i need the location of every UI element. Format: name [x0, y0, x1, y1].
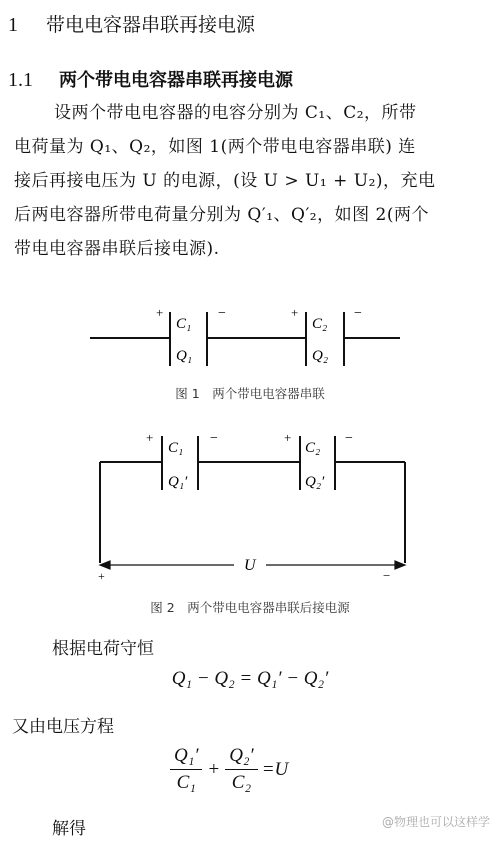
fig1-c2-label: C₂ [312, 316, 328, 332]
fig1-c2-charge: Q₂ [312, 348, 329, 364]
figure2-caption: 图 2 两个带电电容器串联后接电源 [150, 600, 350, 615]
fig2-c2-minus: − [345, 431, 353, 446]
fig1-c1-label: C₁ [176, 316, 192, 332]
paragraph-line: 带电电容器串联后接电源). [14, 239, 220, 259]
section-heading [8, 10, 255, 37]
fig1-c1-minus: − [218, 306, 226, 321]
fig2-c1-label: C₁ [168, 440, 184, 456]
solve-text: 解得 [52, 819, 86, 839]
fig2-c1-charge: Q₁′ [168, 474, 188, 490]
numerator: Q₁′ [170, 745, 202, 770]
equation-rhs: =U [261, 758, 289, 780]
conservation-text: 根据电荷守恒 [52, 639, 154, 659]
subsection-number: 1.1 [8, 69, 33, 91]
fig1-c1-charge: Q₁ [176, 348, 193, 364]
paragraph-line: 后两电容器所带电荷量分别为 Q′₁、Q′₂，如图 2(两个 [14, 205, 429, 225]
figure1-caption: 图 1 两个带电电容器串联 [175, 386, 325, 401]
voltage-text: 又由电压方程 [12, 717, 114, 737]
figure2-circuit [0, 428, 500, 588]
fig1-c1-plus: + [156, 305, 164, 320]
fig1-c2-minus: − [354, 306, 362, 321]
fig2-source-minus: − [383, 568, 391, 583]
fig2-c1-plus: + [146, 430, 154, 445]
fig2-c2-plus: + [284, 430, 292, 445]
denominator: C₁ [176, 772, 196, 793]
plus-operator: + [208, 758, 220, 780]
fraction-q2-c2 [225, 745, 257, 794]
paragraph-line: 电荷量为 Q₁、Q₂，如图 1(两个带电电容器串联) 连 [14, 137, 416, 157]
fig1-c2-plus: + [291, 305, 299, 320]
watermark: @物理也可以这样学 [381, 815, 490, 829]
fig2-source-plus: + [98, 569, 105, 583]
fig2-c2-label: C₂ [305, 440, 321, 456]
paragraph-line: 接后再接电压为 U 的电源，(设 U > U₁ + U₂)，充电 [14, 171, 436, 191]
intro-paragraph [14, 96, 492, 266]
voltage-equation [170, 745, 288, 794]
section-number: 1 [8, 14, 18, 36]
subsection-title: 两个带电电容器串联再接电源 [59, 70, 293, 91]
denominator: C₂ [231, 772, 252, 793]
section-title: 带电电容器串联再接电源 [46, 14, 256, 36]
fraction-q1-c1 [170, 745, 202, 794]
paragraph-line: 设两个带电电容器的电容分别为 C₁、C₂，所带 [54, 103, 417, 123]
subsection-heading [8, 66, 293, 92]
fig2-c2-charge: Q₂′ [305, 474, 325, 490]
figure1-circuit [0, 300, 500, 380]
fig2-c1-minus: − [210, 431, 218, 446]
charge-conservation-equation: Q₁ − Q₂ = Q₁′ − Q₂′ [171, 668, 329, 689]
fig2-voltage-label: U [244, 557, 256, 574]
numerator: Q₂′ [225, 745, 257, 770]
